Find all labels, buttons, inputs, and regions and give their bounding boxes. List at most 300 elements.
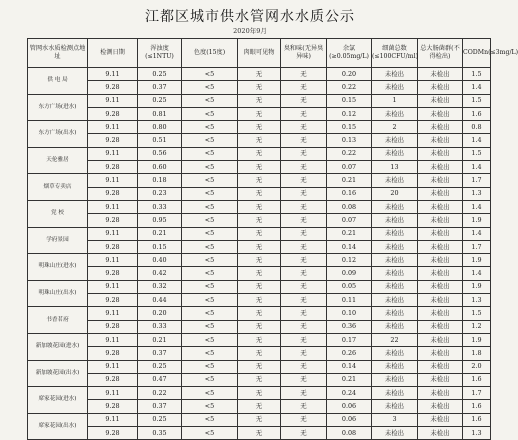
cell-chlorine: 0.21: [327, 373, 372, 386]
cell-date: 9.28: [88, 373, 138, 386]
cell-codmn: 2.0: [463, 360, 491, 373]
cell-odor: 无: [281, 400, 327, 413]
cell-turbidity: 0.80: [138, 121, 182, 134]
cell-visible-matter: 无: [238, 307, 281, 320]
table-row: [28, 333, 491, 346]
cell-codmn: 1.5: [463, 94, 491, 107]
cell-odor: 无: [281, 347, 327, 360]
cell-chlorine: 0.09: [327, 267, 372, 280]
cell-chlorine: 0.14: [327, 360, 372, 373]
cell-visible-matter: 无: [238, 413, 281, 426]
cell-color: <5: [182, 307, 238, 320]
cell-codmn: 1.3: [463, 187, 491, 200]
cell-odor: 无: [281, 161, 327, 174]
cell-visible-matter: 无: [238, 387, 281, 400]
cell-bacteria: 未检出: [372, 254, 418, 267]
cell-date: 9.11: [88, 333, 138, 346]
cell-turbidity: 0.95: [138, 214, 182, 227]
header-odor: 臭和味(无异臭异味): [281, 39, 327, 68]
publish-date: 2020年9月: [233, 27, 267, 35]
cell-odor: 无: [281, 121, 327, 134]
cell-turbidity: 0.60: [138, 161, 182, 174]
cell-visible-matter: 无: [238, 294, 281, 307]
table-row: [28, 254, 491, 267]
cell-coliform: 未检出: [418, 360, 463, 373]
cell-bacteria: 未检出: [372, 280, 418, 293]
table-row: [28, 427, 491, 440]
table-row: [28, 187, 491, 200]
header-color: 色度(15度): [182, 39, 238, 68]
cell-coliform: 未检出: [418, 81, 463, 94]
cell-bacteria: 未检出: [372, 294, 418, 307]
cell-bacteria: 未检出: [372, 134, 418, 147]
cell-chlorine: 0.21: [327, 227, 372, 240]
table-row: [28, 227, 491, 240]
cell-date: 9.28: [88, 347, 138, 360]
cell-site: 书香茗府: [28, 307, 88, 334]
cell-chlorine: 0.20: [327, 68, 372, 81]
cell-visible-matter: 无: [238, 320, 281, 333]
table-row: [28, 413, 491, 426]
cell-turbidity: 0.33: [138, 320, 182, 333]
cell-color: <5: [182, 147, 238, 160]
cell-visible-matter: 无: [238, 200, 281, 213]
cell-coliform: 未检出: [418, 214, 463, 227]
cell-codmn: 1.2: [463, 320, 491, 333]
cell-site: 席家花园(出水): [28, 413, 88, 440]
cell-odor: 无: [281, 294, 327, 307]
cell-codmn: 1.3: [463, 427, 491, 440]
cell-bacteria: 未检出: [372, 347, 418, 360]
table-row: [28, 107, 491, 120]
header-chlorine: 余氯(≥0.05mg/L): [327, 39, 372, 68]
cell-color: <5: [182, 400, 238, 413]
cell-chlorine: 0.16: [327, 187, 372, 200]
table-row: [28, 373, 491, 386]
cell-codmn: 1.7: [463, 174, 491, 187]
cell-codmn: 1.7: [463, 387, 491, 400]
header-turbidity: 浑浊度(≤1NTU): [138, 39, 182, 68]
cell-date: 9.11: [88, 94, 138, 107]
cell-visible-matter: 无: [238, 68, 281, 81]
cell-date: 9.11: [88, 360, 138, 373]
header-date: 检测日期: [88, 39, 138, 68]
cell-site: 新加坡花园(出水): [28, 360, 88, 387]
cell-date: 9.28: [88, 267, 138, 280]
cell-odor: 无: [281, 107, 327, 120]
cell-odor: 无: [281, 333, 327, 346]
cell-color: <5: [182, 68, 238, 81]
table-row: [28, 400, 491, 413]
cell-chlorine: 0.22: [327, 147, 372, 160]
table-row: [28, 174, 491, 187]
cell-coliform: 未检出: [418, 373, 463, 386]
cell-coliform: 未检出: [418, 161, 463, 174]
table-row: [28, 307, 491, 320]
cell-odor: 无: [281, 254, 327, 267]
cell-site: 天伦雅居: [28, 147, 88, 174]
cell-date: 9.11: [88, 387, 138, 400]
cell-visible-matter: 无: [238, 373, 281, 386]
cell-date: 9.28: [88, 400, 138, 413]
cell-color: <5: [182, 347, 238, 360]
cell-coliform: 未检出: [418, 254, 463, 267]
cell-chlorine: 0.08: [327, 427, 372, 440]
cell-visible-matter: 无: [238, 187, 281, 200]
cell-site: 新加坡花园(进水): [28, 333, 88, 360]
cell-odor: 无: [281, 187, 327, 200]
cell-codmn: 1.5: [463, 307, 491, 320]
cell-codmn: 1.4: [463, 227, 491, 240]
water-quality-table: [27, 38, 518, 440]
cell-bacteria: 13: [372, 161, 418, 174]
cell-odor: 无: [281, 307, 327, 320]
cell-odor: 无: [281, 174, 327, 187]
cell-codmn: 1.4: [463, 134, 491, 147]
cell-turbidity: 0.25: [138, 413, 182, 426]
cell-odor: 无: [281, 373, 327, 386]
cell-date: 9.11: [88, 413, 138, 426]
cell-bacteria: 未检出: [372, 307, 418, 320]
table-row: [28, 121, 491, 134]
cell-coliform: 未检出: [418, 174, 463, 187]
cell-date: 9.11: [88, 280, 138, 293]
cell-odor: 无: [281, 81, 327, 94]
cell-odor: 无: [281, 68, 327, 81]
cell-turbidity: 0.37: [138, 347, 182, 360]
cell-codmn: 0.8: [463, 121, 491, 134]
cell-codmn: 1.4: [463, 200, 491, 213]
cell-color: <5: [182, 214, 238, 227]
cell-site: 学府景园: [28, 227, 88, 254]
cell-color: <5: [182, 81, 238, 94]
cell-codmn: 1.9: [463, 254, 491, 267]
cell-coliform: 未检出: [418, 200, 463, 213]
cell-chlorine: 0.08: [327, 200, 372, 213]
cell-color: <5: [182, 413, 238, 426]
cell-coliform: 未检出: [418, 347, 463, 360]
cell-turbidity: 0.37: [138, 81, 182, 94]
cell-turbidity: 0.37: [138, 400, 182, 413]
cell-turbidity: 0.51: [138, 134, 182, 147]
cell-visible-matter: 无: [238, 333, 281, 346]
cell-chlorine: 0.12: [327, 254, 372, 267]
cell-date: 9.28: [88, 427, 138, 440]
cell-date: 9.11: [88, 174, 138, 187]
cell-visible-matter: 无: [238, 94, 281, 107]
cell-date: 9.11: [88, 227, 138, 240]
cell-turbidity: 0.56: [138, 147, 182, 160]
cell-site: 席家花园(进水): [28, 387, 88, 414]
cell-codmn: 1.9: [463, 333, 491, 346]
cell-chlorine: 0.07: [327, 214, 372, 227]
cell-chlorine: 0.06: [327, 400, 372, 413]
cell-codmn: 1.9: [463, 280, 491, 293]
cell-codmn: 1.5: [463, 147, 491, 160]
cell-bacteria: 未检出: [372, 240, 418, 253]
cell-odor: 无: [281, 214, 327, 227]
table-row: [28, 81, 491, 94]
cell-visible-matter: 无: [238, 280, 281, 293]
cell-visible-matter: 无: [238, 174, 281, 187]
cell-chlorine: 0.06: [327, 413, 372, 426]
cell-turbidity: 0.33: [138, 200, 182, 213]
cell-color: <5: [182, 161, 238, 174]
table-row: [28, 94, 491, 107]
cell-odor: 无: [281, 320, 327, 333]
cell-coliform: 未检出: [418, 134, 463, 147]
cell-date: 9.28: [88, 214, 138, 227]
cell-color: <5: [182, 227, 238, 240]
cell-date: 9.11: [88, 200, 138, 213]
cell-visible-matter: 无: [238, 347, 281, 360]
header-row: [28, 39, 491, 68]
cell-visible-matter: 无: [238, 121, 281, 134]
cell-color: <5: [182, 373, 238, 386]
cell-bacteria: 20: [372, 187, 418, 200]
table-row: [28, 134, 491, 147]
cell-odor: 无: [281, 413, 327, 426]
cell-turbidity: 0.44: [138, 294, 182, 307]
header-site: 管网水水质检测点地址: [28, 39, 88, 68]
cell-chlorine: 0.05: [327, 280, 372, 293]
table-row: [28, 267, 491, 280]
page-title: 江都区城市供水管网水水质公示: [145, 9, 355, 25]
cell-site: 明珠山庄(出水): [28, 280, 88, 307]
cell-codmn: 1.8: [463, 347, 491, 360]
cell-coliform: 未检出: [418, 240, 463, 253]
cell-turbidity: 0.21: [138, 227, 182, 240]
cell-turbidity: 0.25: [138, 360, 182, 373]
table-row: [28, 214, 491, 227]
cell-bacteria: 未检出: [372, 227, 418, 240]
cell-chlorine: 0.24: [327, 387, 372, 400]
cell-color: <5: [182, 121, 238, 134]
cell-chlorine: 0.36: [327, 320, 372, 333]
cell-date: 9.11: [88, 121, 138, 134]
cell-coliform: 未检出: [418, 427, 463, 440]
cell-color: <5: [182, 387, 238, 400]
cell-site: 明珠山庄(进水): [28, 254, 88, 281]
cell-chlorine: 0.07: [327, 161, 372, 174]
cell-bacteria: 未检出: [372, 214, 418, 227]
table-row: [28, 280, 491, 293]
cell-codmn: 1.6: [463, 373, 491, 386]
cell-odor: 无: [281, 147, 327, 160]
cell-color: <5: [182, 280, 238, 293]
cell-turbidity: 0.21: [138, 333, 182, 346]
cell-codmn: 1.3: [463, 294, 491, 307]
cell-turbidity: 0.20: [138, 307, 182, 320]
cell-codmn: 1.7: [463, 240, 491, 253]
cell-bacteria: 未检出: [372, 373, 418, 386]
cell-odor: 无: [281, 360, 327, 373]
cell-site: 党 校: [28, 200, 88, 227]
cell-bacteria: 2: [372, 121, 418, 134]
cell-codmn: 1.6: [463, 107, 491, 120]
cell-color: <5: [182, 320, 238, 333]
cell-site: 东方广场(进水): [28, 94, 88, 121]
cell-color: <5: [182, 427, 238, 440]
cell-color: <5: [182, 360, 238, 373]
cell-odor: 无: [281, 200, 327, 213]
header-visible-matter: 肉眼可见物: [238, 39, 281, 68]
cell-date: 9.11: [88, 254, 138, 267]
cell-bacteria: 3: [372, 413, 418, 426]
cell-chlorine: 0.21: [327, 174, 372, 187]
cell-bacteria: 未检出: [372, 147, 418, 160]
cell-bacteria: 未检出: [372, 267, 418, 280]
cell-odor: 无: [281, 134, 327, 147]
cell-visible-matter: 无: [238, 107, 281, 120]
cell-chlorine: 0.10: [327, 307, 372, 320]
cell-coliform: 未检出: [418, 294, 463, 307]
cell-visible-matter: 无: [238, 161, 281, 174]
cell-turbidity: 0.81: [138, 107, 182, 120]
cell-date: 9.28: [88, 161, 138, 174]
table-row: [28, 347, 491, 360]
cell-color: <5: [182, 240, 238, 253]
cell-visible-matter: 无: [238, 134, 281, 147]
table-row: [28, 161, 491, 174]
table-header: [28, 39, 518, 68]
cell-bacteria: 未检出: [372, 68, 418, 81]
cell-date: 9.28: [88, 81, 138, 94]
cell-bacteria: 未检出: [372, 360, 418, 373]
cell-coliform: 未检出: [418, 121, 463, 134]
cell-coliform: 未检出: [418, 107, 463, 120]
cell-visible-matter: 无: [238, 427, 281, 440]
cell-chlorine: 0.17: [327, 333, 372, 346]
cell-bacteria: 未检出: [372, 200, 418, 213]
cell-visible-matter: 无: [238, 227, 281, 240]
header-coliform: 总大肠菌群(不得检出): [418, 39, 463, 68]
cell-coliform: 未检出: [418, 147, 463, 160]
cell-coliform: 未检出: [418, 387, 463, 400]
cell-turbidity: 0.42: [138, 267, 182, 280]
table-row: [28, 240, 491, 253]
cell-codmn: 1.6: [463, 400, 491, 413]
cell-codmn: 1.4: [463, 267, 491, 280]
cell-color: <5: [182, 267, 238, 280]
cell-visible-matter: 无: [238, 240, 281, 253]
table-row: [28, 320, 491, 333]
table-row: [28, 294, 491, 307]
cell-visible-matter: 无: [238, 214, 281, 227]
cell-coliform: 未检出: [418, 413, 463, 426]
cell-date: 9.11: [88, 68, 138, 81]
cell-odor: 无: [281, 94, 327, 107]
table-body: [28, 68, 491, 440]
cell-chlorine: 0.13: [327, 134, 372, 147]
cell-coliform: 未检出: [418, 68, 463, 81]
cell-coliform: 未检出: [418, 400, 463, 413]
cell-visible-matter: 无: [238, 254, 281, 267]
cell-coliform: 未检出: [418, 267, 463, 280]
cell-visible-matter: 无: [238, 147, 281, 160]
cell-turbidity: 0.22: [138, 387, 182, 400]
cell-date: 9.28: [88, 240, 138, 253]
cell-chlorine: 0.14: [327, 240, 372, 253]
cell-color: <5: [182, 174, 238, 187]
cell-coliform: 未检出: [418, 280, 463, 293]
cell-turbidity: 0.47: [138, 373, 182, 386]
cell-bacteria: 未检出: [372, 174, 418, 187]
cell-chlorine: 0.26: [327, 347, 372, 360]
cell-color: <5: [182, 134, 238, 147]
cell-turbidity: 0.35: [138, 427, 182, 440]
cell-date: 9.11: [88, 307, 138, 320]
header-codmn: CODMn(≤3mg/L): [463, 39, 491, 68]
cell-color: <5: [182, 107, 238, 120]
table-row: [28, 68, 491, 81]
cell-visible-matter: 无: [238, 400, 281, 413]
cell-chlorine: 0.22: [327, 81, 372, 94]
cell-odor: 无: [281, 280, 327, 293]
cell-turbidity: 0.15: [138, 240, 182, 253]
cell-chlorine: 0.12: [327, 107, 372, 120]
cell-codmn: 1.5: [463, 68, 491, 81]
cell-date: 9.28: [88, 107, 138, 120]
cell-codmn: 1.4: [463, 161, 491, 174]
cell-bacteria: 22: [372, 333, 418, 346]
cell-coliform: 未检出: [418, 227, 463, 240]
cell-turbidity: 0.25: [138, 94, 182, 107]
cell-coliform: 未检出: [418, 94, 463, 107]
cell-codmn: 1.4: [463, 81, 491, 94]
cell-color: <5: [182, 254, 238, 267]
cell-color: <5: [182, 94, 238, 107]
cell-color: <5: [182, 294, 238, 307]
cell-odor: 无: [281, 240, 327, 253]
cell-turbidity: 0.32: [138, 280, 182, 293]
cell-site: 东方广场(出水): [28, 121, 88, 148]
cell-odor: 无: [281, 427, 327, 440]
cell-date: 9.11: [88, 147, 138, 160]
cell-visible-matter: 无: [238, 81, 281, 94]
cell-chlorine: 0.15: [327, 94, 372, 107]
cell-bacteria: 未检出: [372, 387, 418, 400]
cell-visible-matter: 无: [238, 360, 281, 373]
cell-odor: 无: [281, 227, 327, 240]
cell-date: 9.28: [88, 134, 138, 147]
cell-coliform: 未检出: [418, 187, 463, 200]
cell-visible-matter: 无: [238, 267, 281, 280]
cell-site: 供 电 局: [28, 68, 88, 95]
cell-odor: 无: [281, 387, 327, 400]
cell-turbidity: 0.40: [138, 254, 182, 267]
cell-bacteria: 1: [372, 94, 418, 107]
cell-bacteria: 未检出: [372, 81, 418, 94]
cell-bacteria: 未检出: [372, 400, 418, 413]
cell-coliform: 未检出: [418, 320, 463, 333]
cell-chlorine: 0.11: [327, 294, 372, 307]
header-bacteria: 细菌总数(≤100CFU/ml): [372, 39, 418, 68]
cell-date: 9.28: [88, 294, 138, 307]
cell-codmn: 1.9: [463, 214, 491, 227]
table-row: [28, 147, 491, 160]
cell-bacteria: 未检出: [372, 320, 418, 333]
cell-chlorine: 0.15: [327, 121, 372, 134]
cell-turbidity: 0.23: [138, 187, 182, 200]
cell-color: <5: [182, 200, 238, 213]
cell-date: 9.28: [88, 320, 138, 333]
cell-bacteria: 未检出: [372, 107, 418, 120]
table-row: [28, 387, 491, 400]
cell-color: <5: [182, 187, 238, 200]
cell-date: 9.28: [88, 187, 138, 200]
table-row: [28, 200, 491, 213]
